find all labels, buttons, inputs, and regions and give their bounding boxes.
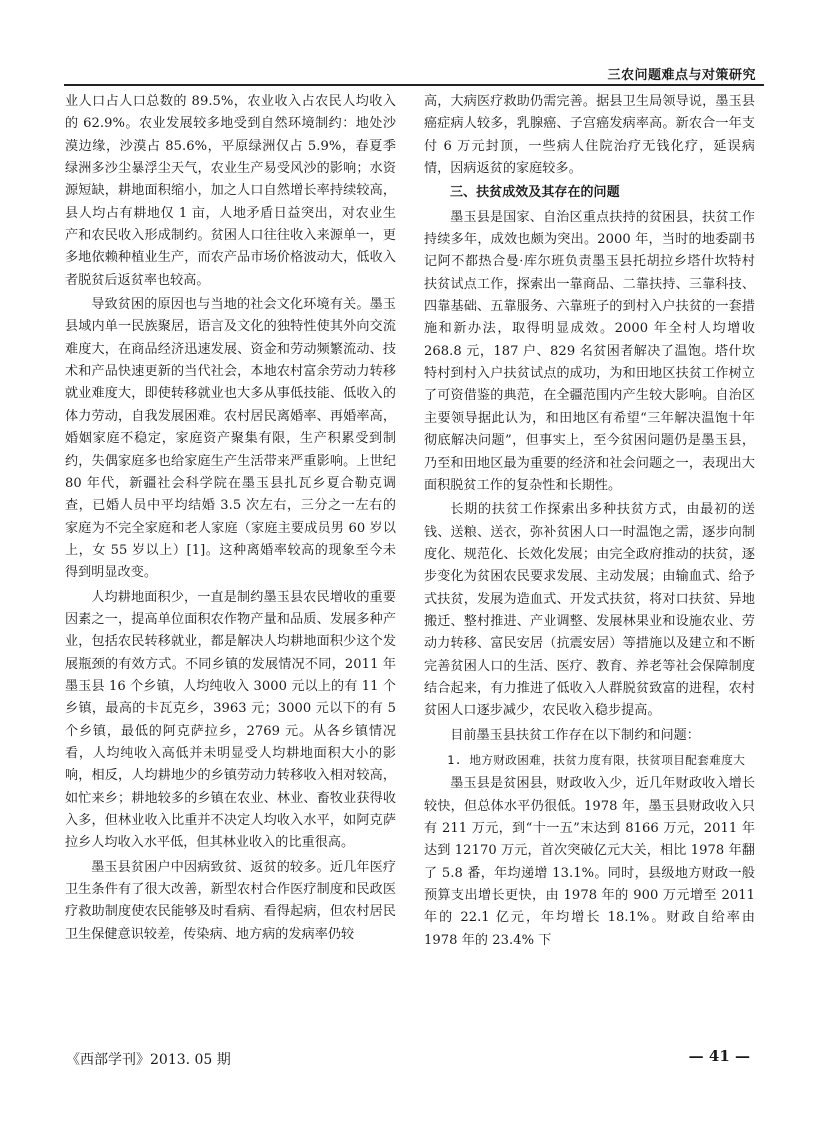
- page-number: — 41 —: [688, 1047, 750, 1065]
- paragraph: 墨玉县贫困户中因病致贫、返贫的较多。近几年医疗卫生条件有了很大改善，新型农村合作医疗制度和民政医疗救助制度使农民能够及时看病、看得起病，但农村居民卫生保健意识较差，传染病、地方病的发病率仍较: [65, 859, 396, 942]
- right-column: [424, 91, 755, 954]
- paragraph: 导致贫困的原因也与当地的社会文化环境有关。墨玉县域内单一民族聚居，语言及文化的独特性使其外向交流难度大，在商品经济迅速发展、资金和劳动频繁流动、技术和产品快速更新的当代社会，本地农村富余劳动力转移就业难度大，即使转移就业也大多从事低技能、低收入的体力劳动，自我发展困难。农村居民离婚率、再婚率高，婚姻家庭不稳定，家庭资产聚集有限，生产积累受到制约，失偶家庭多也给家庭生产生活带来严重影响。上世纪 80 年代，新疆社会科学院在墨玉县扎瓦乡夏合勒克调查，已婚人员中平均结婚 3.5 次左右，三分之一左右的家庭为不完全家庭和老人家庭（家庭主要成员男 60 岁以上，女 55 岁以上）[1]。这种离婚率较高的现象至今未得到明显改变。: [65, 297, 396, 581]
- header-title: 三农问题难点与对策研究: [607, 68, 756, 83]
- paragraph-continued: 高，大病医疗救助仍需完善。据县卫生局领导说，墨玉县癌症病人较多，乳腺癌、子宫癌发病率高。新农合一年支付 6 万元封顶，一些病人住院治疗无钱化疗，延误病情，因病返贫的家庭较多。: [424, 94, 755, 177]
- paragraph: 目前墨玉县扶贫工作存在以下制约和问题：: [450, 727, 700, 743]
- running-header: [64, 62, 764, 86]
- paragraph: 长期的扶贫工作探索出多种扶贫方式，由最初的送钱、送粮、送衣，弥补贫困人口一时温饱之需，逐步向制度化、规范化、长效化发展；由完全政府推动的扶贫，逐步变化为贫困农民要求发展、主动发展；由输血式、给予式扶贫，发展为造血式、开发式扶贫，将对口扶贫、异地搬迁、整村推进、产业调整、发展林果业和设施农业、劳动力转移、富民安居（抗震安居）等措施以及建立和不断完善贫困人口的生活、医疗、教育、养老等社会保障制度结合起来，有力推进了低收入人群脱贫致富的进程，农村贫困人口逐步减少，农民收入稳步提高。: [424, 502, 755, 719]
- paragraph: 墨玉县是贫困县，财政收入少，近几年财政收入增长较快，但总体水平仍很低。1978 年，墨玉县财政收入只有 211 万元，到“十一五”末达到 8166 万元，2011 年达到 12170 万元，首次突破亿元大关，相比 1978 年翻了 5.8 番，年均递增 13.1%。同时，县级地方财政一般预算支出增长更快，由 1978 年的 900 万元增至 2011 年的 22.1 亿元，年均增长 18.1%。财政自给率由 1978 年的 23.4% 下: [424, 776, 755, 948]
- paragraph: 人均耕地面积少，一直是制约墨玉县农民增收的重要因素之一，提高单位面积农作物产量和品质、发展多种产业，包括农民转移就业，都是解决人均耕地面积少这个发展瓶颈的有效方式。不同乡镇的发展情况不同，2011 年墨玉县 16 个乡镇，人均纯收入 3000 元以上的有 11 个乡镇，最高的卡瓦克乡，3963 元；3000 元以下的有 5 个乡镇，最低的阿克萨拉乡，2769 元。从各乡镇情况看，人均纯收入高低并未明显受人均耕地面积大小的影响，相反，人均耕地少的乡镇劳动力转移收入相对较高，如忙来乡；耕地较多的乡镇在农业、林业、畜牧业获得收入多，但林业收入比重并不决定人均收入水平，如阿克萨拉乡人均收入水平低，但其林业收入的比重很高。: [65, 589, 396, 851]
- header-rule: [64, 84, 764, 86]
- subsection-heading: 1. 地方财政困难，扶贫力度有限，扶贫项目配套难度大: [447, 752, 746, 767]
- left-column: [65, 91, 396, 948]
- journal-issue: 《西部学刊》2013. 05 期: [66, 1052, 231, 1068]
- paragraph: 墨玉县是国家、自治区重点扶持的贫困县，扶贫工作持续多年，成效也颇为突出。2000 年，当时的地委副书记阿不都热合曼·库尔班负责墨玉县托胡拉乡塔什坎特村扶贫试点工作，探索出一靠商品、二靠扶持、三靠科技、四靠基础、五靠服务、六靠班子的到村入户扶贫的一套措施和新办法，取得明显成效。2000 年全村人均增收 268.8 元，187 户、829 名贫困者解决了温饱。塔什坎特村到村入户扶贫试点的成功，为和田地区扶贫工作树立了可资借鉴的典范，在全疆范围内产生较大影响。自治区主要领导据此认为，和田地区有希望“三年解决温饱十年彻底解决问题”，但事实上，至今贫困问题仍是墨玉县，乃至和田地区最为重要的经济和社会问题之一，表现出大面积脱贫工作的复杂性和长期性。: [424, 209, 755, 493]
- section-heading: 三、扶贫成效及其存在的问题: [450, 185, 620, 201]
- paragraph-continued: 业人口占人口总数的 89.5%，农业收入占农民人均收入的 62.9%。农业发展较多地受到自然环境制约：地处沙漠边缘，沙漠占 85.6%，平原绿洲仅占 5.9%，春夏季绿洲多沙尘暴浮尘天气，农业生产易受风沙的影响；水资源短缺，耕地面积缩小，加之人口自然增长率持续较高，县人均占有耕地仅 1 亩，人地矛盾日益突出，对农业生产和农民收入形成制约。贫困人口往往收入来源单一，更多地依赖种植业生产，而农产品市场价格波动大，低收入者脱贫后返贫率也较高。: [65, 94, 396, 288]
- page-footer: [64, 1045, 764, 1069]
